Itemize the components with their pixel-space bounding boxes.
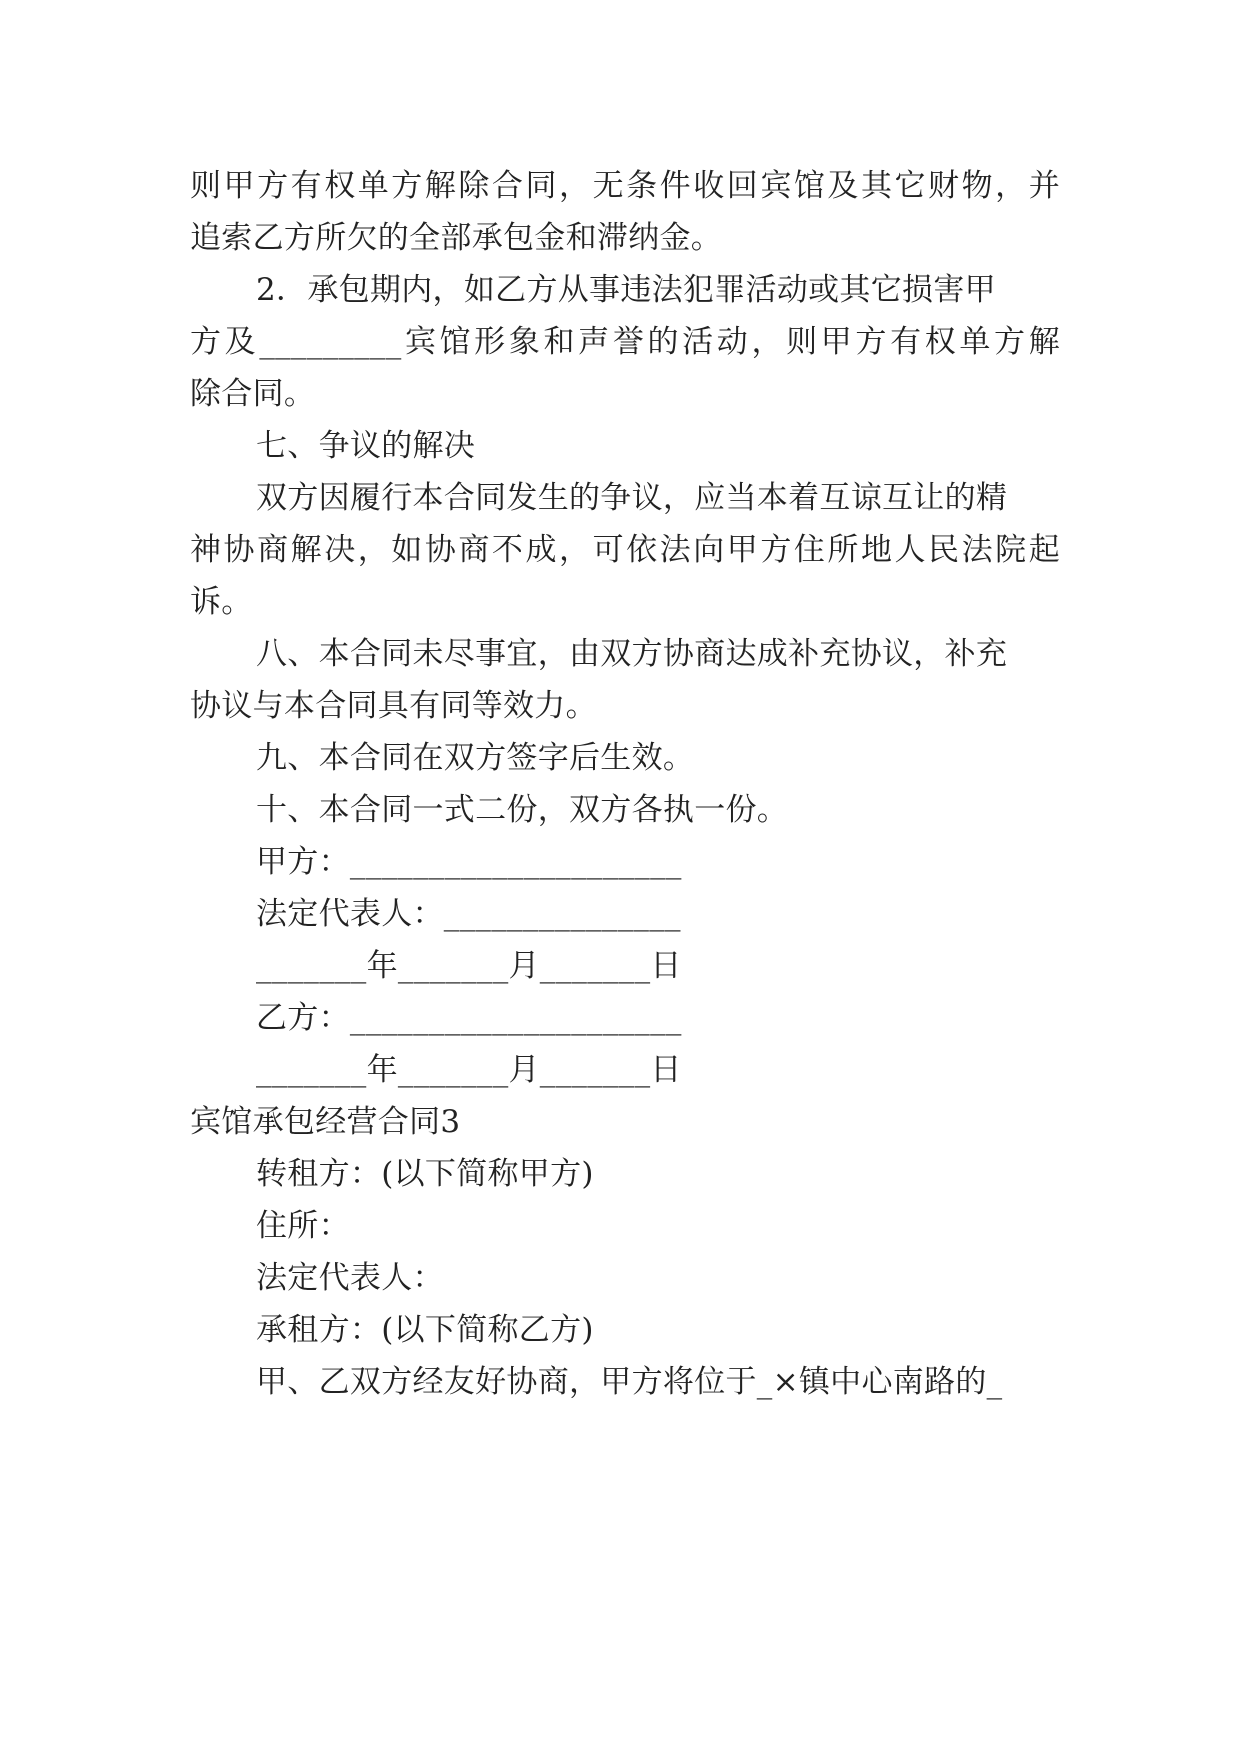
text-line: 神协商解决，如协商不成，可依法向甲方住所地人民法院起 — [190, 532, 1060, 568]
text-line: 诉。 — [190, 584, 253, 620]
section-heading: 七、争议的解决 — [256, 428, 476, 464]
text-line: 除合同。 — [190, 376, 316, 412]
text-line: 2．承包期内，如乙方从事违法犯罪活动或其它损害甲 — [256, 272, 996, 308]
text-line: 方及_________宾馆形象和声誉的活动，则甲方有权单方解 — [190, 324, 1060, 360]
text-line: 十、本合同一式二份，双方各执一份。 — [256, 792, 789, 828]
text-line: 追索乙方所欠的全部承包金和滞纳金。 — [190, 220, 723, 256]
text-line: 则甲方有权单方解除合同，无条件收回宾馆及其它财物，并 — [190, 168, 1060, 204]
text-line: 住所： — [256, 1208, 350, 1244]
signature-line-legal-representative: 法定代表人：_______________ — [256, 896, 681, 932]
contract-title: 宾馆承包经营合同3 — [190, 1104, 461, 1140]
text-line: 转租方：(以下简称甲方) — [256, 1156, 594, 1192]
text-line: 八、本合同未尽事宜，由双方协商达成补充协议，补充 — [256, 636, 1008, 672]
text-line: 法定代表人： — [256, 1260, 444, 1296]
text-line: 甲、乙双方经友好协商，甲方将位于_×镇中心南路的_ — [256, 1364, 1003, 1400]
text-line: 协议与本合同具有同等效力。 — [190, 688, 597, 724]
date-line: _______年_______月_______日 — [256, 948, 682, 984]
signature-line-party-b: 乙方：_____________________ — [256, 1000, 682, 1036]
text-line: 九、本合同在双方签字后生效。 — [256, 740, 695, 776]
signature-line-party-a: 甲方：_____________________ — [256, 844, 682, 880]
date-line: _______年_______月_______日 — [256, 1052, 682, 1088]
text-line: 双方因履行本合同发生的争议，应当本着互谅互让的精 — [256, 480, 1008, 516]
text-line: 承租方：(以下简称乙方) — [256, 1312, 594, 1348]
